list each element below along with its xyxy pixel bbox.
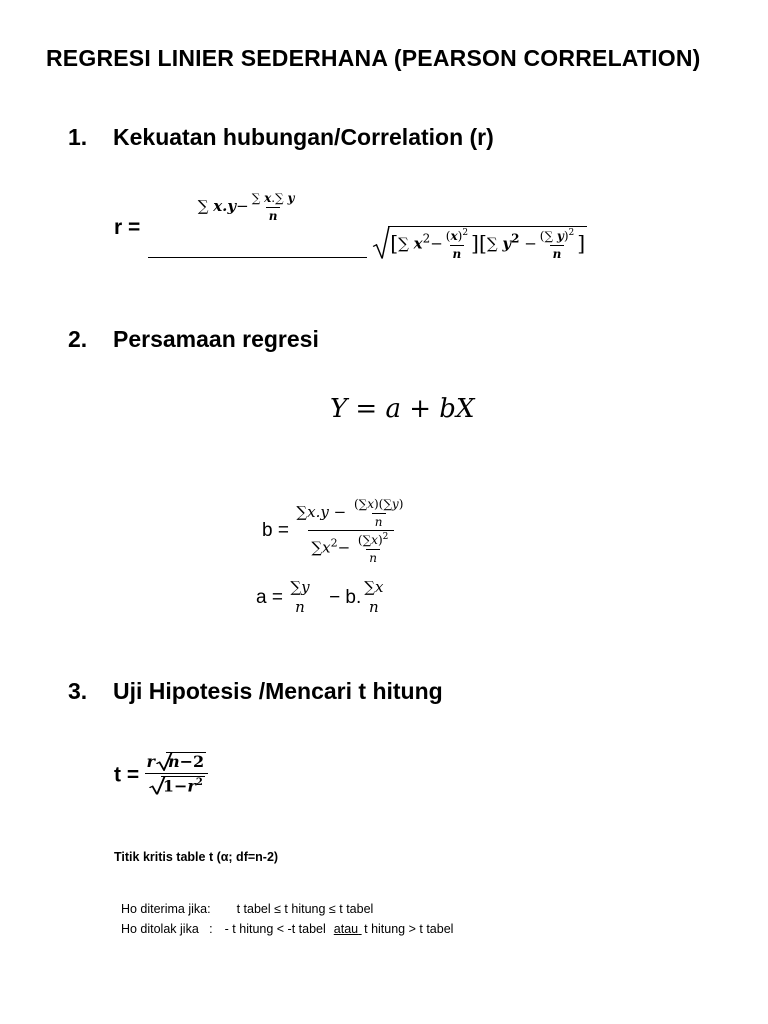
intercept-formula [256, 580, 386, 616]
b-label: b = [262, 520, 289, 542]
r-label: r = [114, 216, 141, 240]
page-title: REGRESI LINIER SEDERHANA (PEARSON CORRELATION) [46, 45, 701, 71]
intercept-x-fraction: ∑x n [364, 578, 384, 616]
reject-rule-upper: t hitung > t tabel [364, 922, 454, 936]
correlation-denominator: [∑ $x^2-$ $\frac{(x)^2}{n}$ ][∑ $y^2$ − $\frac{(\sum y)^2}{n}$ ] [145, 224, 371, 264]
section-title: Persamaan regresi [113, 326, 319, 352]
accept-rule: t tabel ≤ t hitung ≤ t tabel [236, 902, 374, 916]
section-number: 2. [68, 326, 88, 352]
reject-label: Ho ditolak jika : [120, 922, 213, 936]
section-number: 1. [68, 124, 88, 150]
slope-fraction [293, 498, 409, 564]
section-heading-regression [68, 326, 319, 353]
reject-or: atau [333, 922, 359, 936]
section-number: 3. [68, 678, 88, 704]
t-fraction [144, 752, 210, 799]
t-label: t = [114, 763, 140, 787]
slope-denominator: $\sum x^2-$ $\frac{(\sum x)^2}{n}$ [308, 530, 394, 564]
intercept-y-fraction: ∑y n [290, 578, 310, 616]
correlation-numerator: ∑ x.y− $\frac{\sum x.\sum y}{n}$ [197, 191, 295, 223]
correlation-formula [114, 191, 586, 264]
correlation-fraction [145, 191, 586, 264]
slope-formula [262, 498, 409, 564]
section-title: Kekuatan hubungan/Correlation (r) [113, 124, 494, 150]
section-heading-hypothesis [68, 678, 443, 705]
t-denominator: $1-r^2$ [145, 773, 208, 799]
minus-b-term: − b. [329, 586, 362, 608]
slope-numerator: ∑x.y − $\frac{(\sum x)(\sum y)}{n}$ [296, 497, 404, 529]
section-title: Uji Hipotesis /Mencari t hitung [113, 678, 443, 704]
section-heading-correlation [68, 124, 494, 151]
a-label: a = [256, 586, 283, 608]
regression-equation: Y = a + bX [330, 394, 475, 424]
t-numerator: r n−2 [146, 752, 205, 771]
reject-rule-row [114, 908, 453, 936]
accept-label: Ho diterima jika: [120, 902, 211, 916]
reject-rule-lower: - t hitung < -t tabel [224, 922, 326, 936]
critical-value-note: Titik kritis table t (α; df=n-2) [114, 850, 279, 864]
t-statistic-formula [114, 752, 209, 799]
